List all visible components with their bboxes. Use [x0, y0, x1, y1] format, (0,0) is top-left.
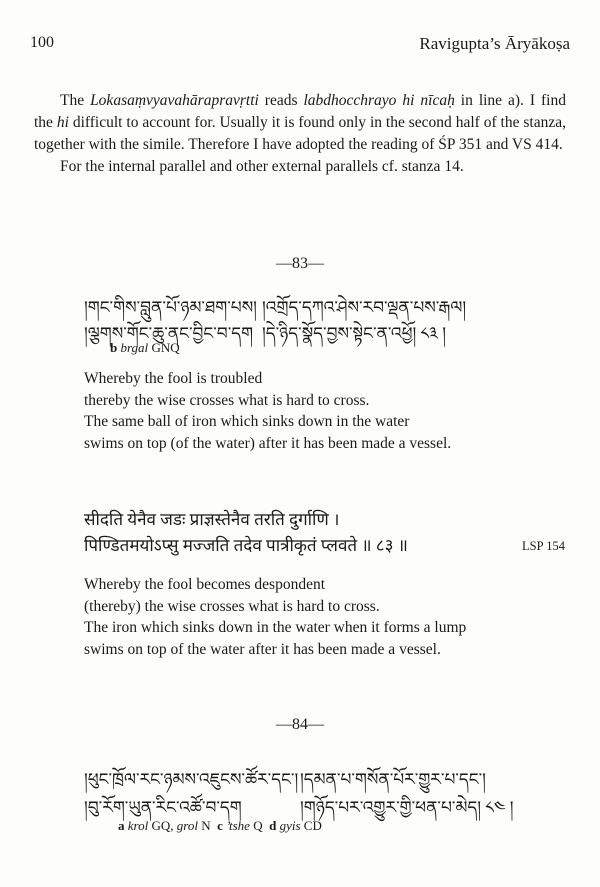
sanskrit-83: सीदति येनैव जडः प्राज्ञस्तेनैव तरति दुर्गाणि । पिण्डितमयोऽप्सु मज्जति तदेव पात्रीकृतं प्लवते ॥ ८३ ॥	[84, 510, 408, 555]
intro-paragraph-1: The Lokasaṃvyavahārapravṛtti reads labdhocchrayo hi nīcaḥ in line a). I find the hi difficult to account for. Usually it is found only in the second half of the stanza, together with the simile. Therefore I have adopted the reading of ŚP 351 and VS 414.	[34, 92, 567, 153]
translation-83-tibetan: Whereby the fool is troubled thereby the wise crosses what is hard to cross. The same ball of iron which sinks down in the water swims on top (of the water) after it has been made a vessel.	[84, 370, 452, 452]
translation-83-sanskrit: Whereby the fool becomes despondent (thereby) the wise crosses what is hard to cross. The iron which sinks down in the water when it forms a lump swims on top of the water after it has been made a vessel.	[84, 576, 467, 658]
intro-paragraph-2: For the internal parallel and other external parallels cf. stanza 14.	[60, 158, 464, 175]
running-title: Ravigupta’s Āryākoṣa	[419, 34, 570, 53]
footnote-83: b brgal GNQ	[110, 340, 180, 355]
page-number: 100	[30, 34, 54, 51]
tibetan-84-line2a: །བུ་རོག་ཡུན་རིང་འཚོ་བ་དག	[84, 798, 242, 817]
stanza-84-number: —84—	[276, 716, 324, 733]
parallel-reference: LSP 154	[522, 539, 565, 553]
footnote-84: a krol GQ, grol N c ’tshe Q d gyis CD	[118, 818, 322, 833]
tibetan-83-line1b: །འགྲོད་དཀའ་ཤེས་རབ་ལྡན་པས་རྒལ།	[262, 298, 467, 317]
tibetan-84-line1a: །ཕུང་ཁྲོལ་རང་ཉམས་འཇུངས་ཚོར་དང་།	[84, 770, 299, 789]
tibetan-84-line1b: །དམན་པ་གསོན་པོར་གྱུར་པ་དང་།	[300, 770, 486, 789]
stanza-83-number: —83—	[276, 255, 324, 272]
tibetan-83-line1a: །གང་གིས་བླུན་པོ་ཉམ་ཐག་པས།	[84, 298, 257, 317]
tibetan-83-line2a: །ལྕགས་གོང་ཆུ་ནང་བྱིང་བ་དག	[84, 324, 254, 343]
tibetan-83-line2b: །དེ་ཉིད་སྣོད་བྱས་སྟེང་ན་འཕྱོ། ༨༣ །	[262, 324, 446, 343]
tibetan-84-line2b: །གཉོད་པར་འགྱུར་གྱི་ཕན་པ་མེད། ༨༤ །	[300, 798, 514, 817]
intro-text	[34, 90, 566, 178]
